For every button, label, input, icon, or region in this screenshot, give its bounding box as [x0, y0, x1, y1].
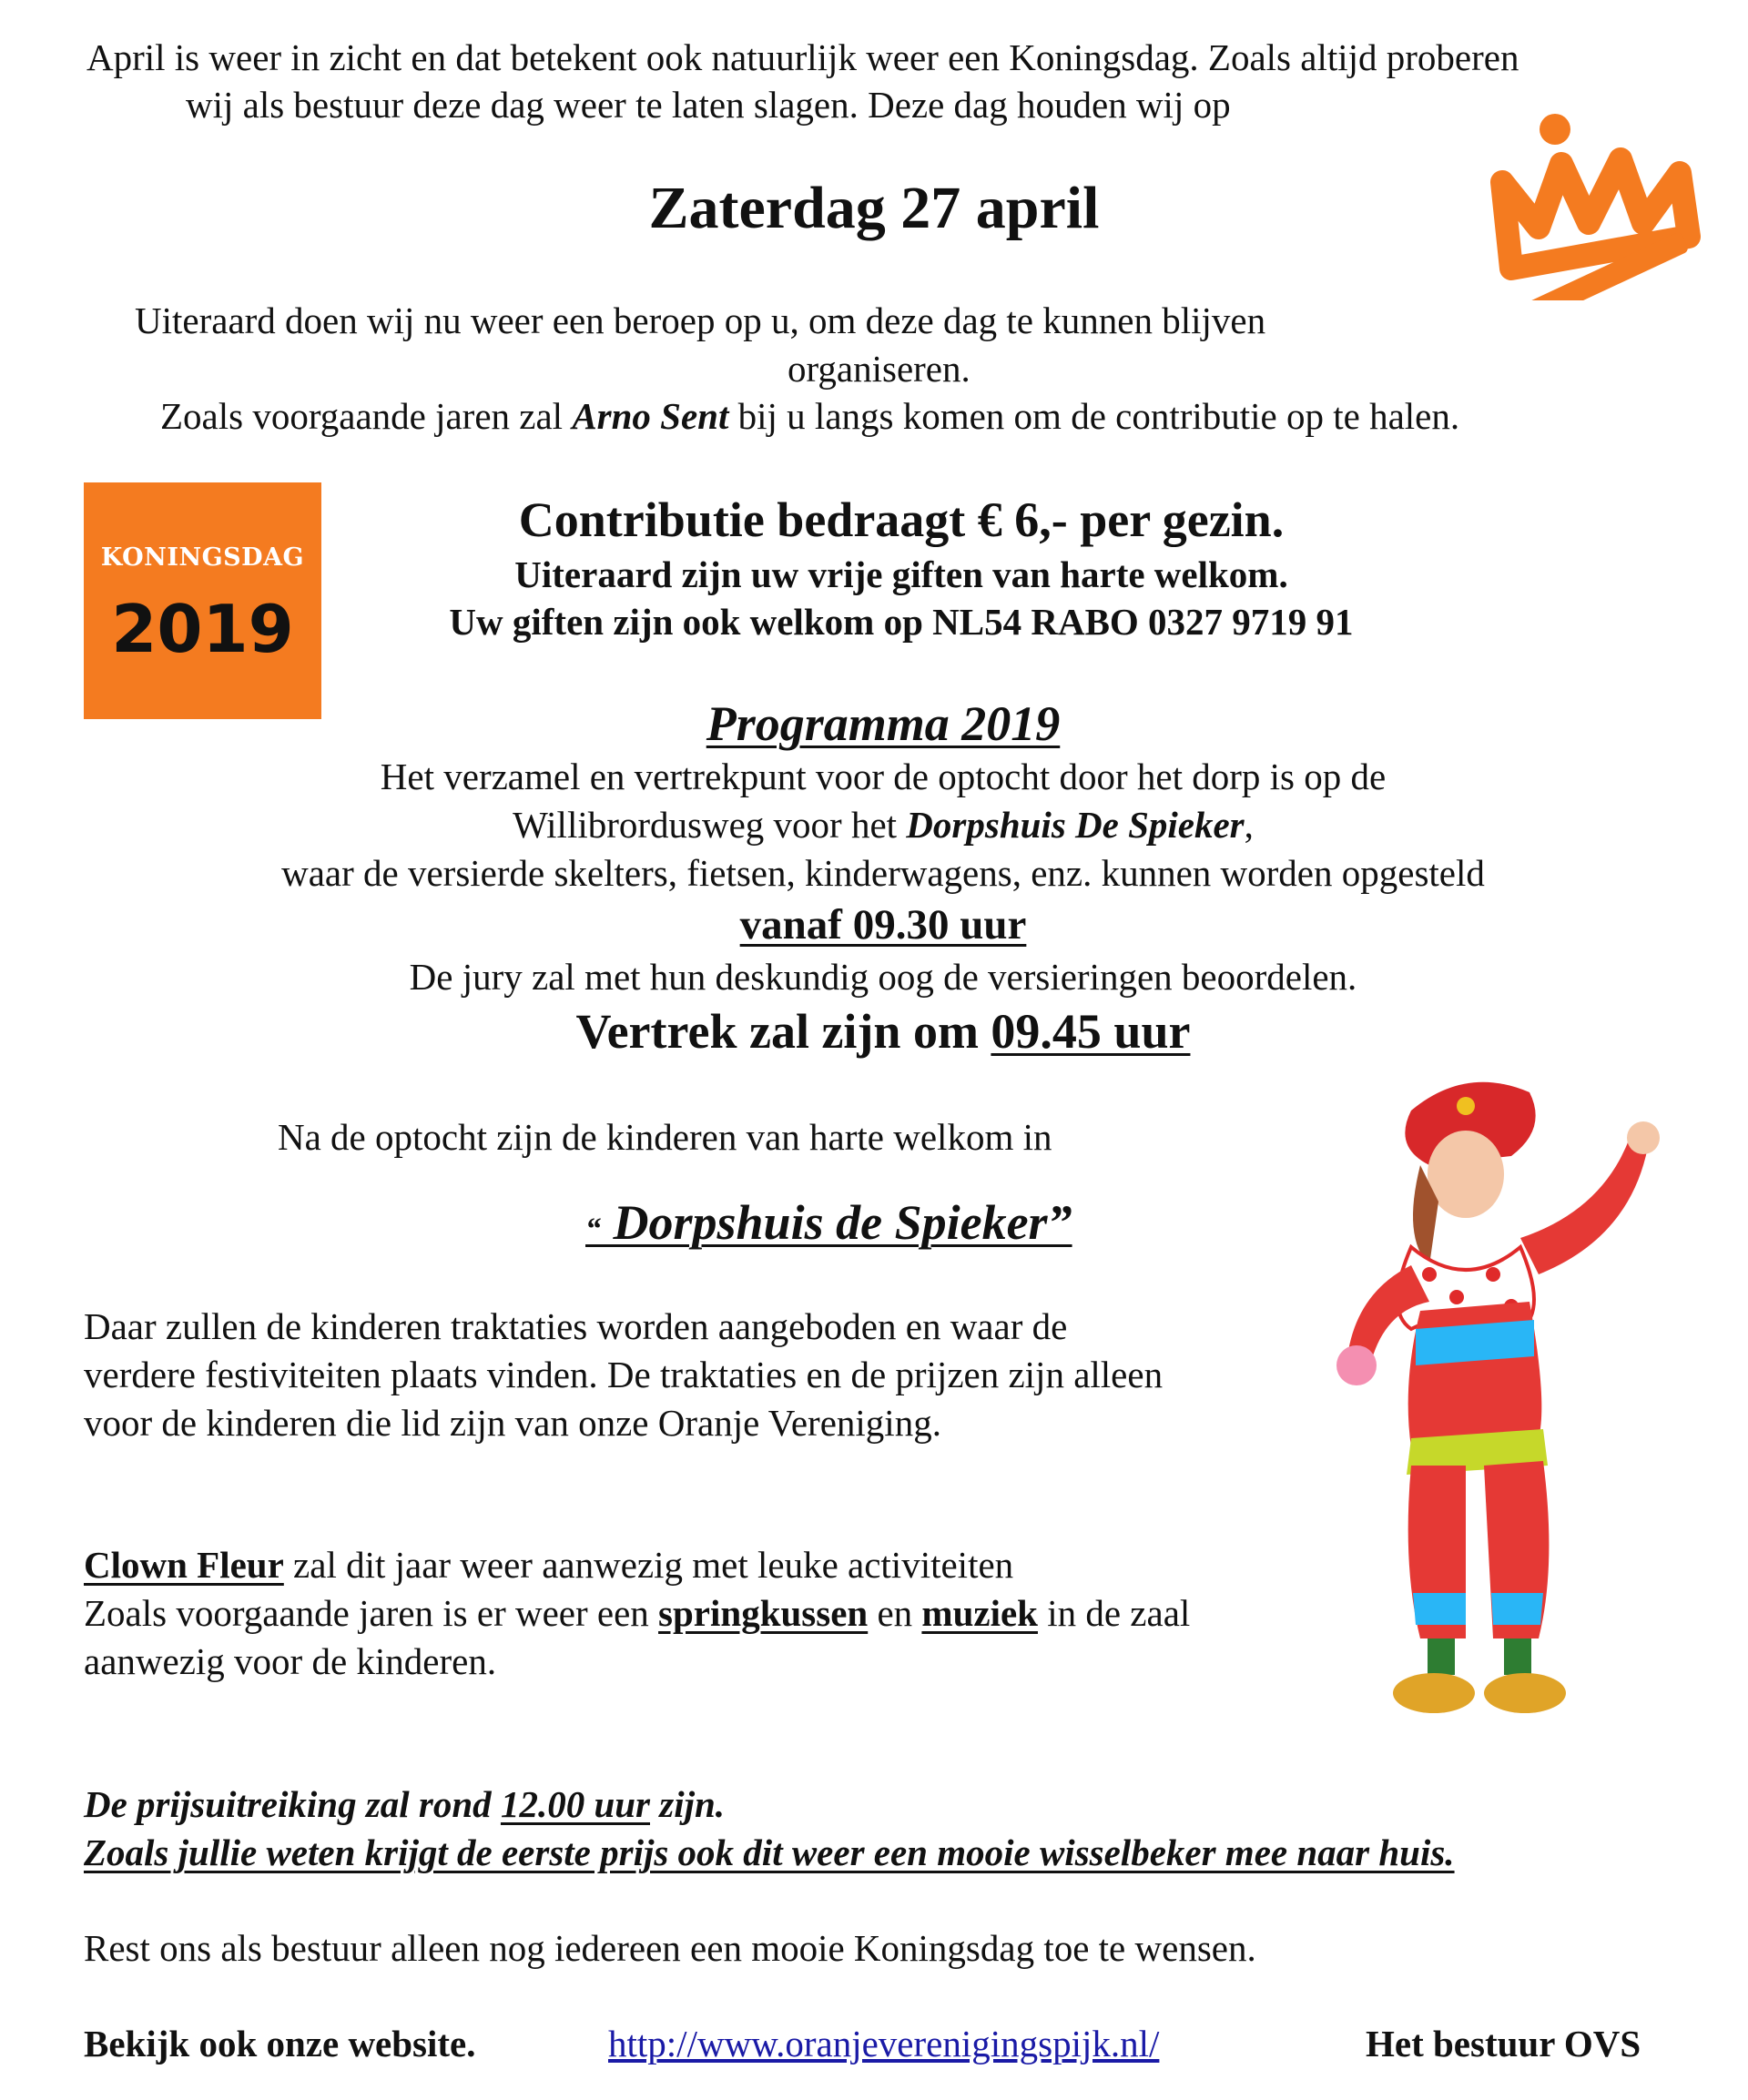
prize-line-2: Zoals jullie weten krijgt de eerste prijs ook dit weer een mooie wisselbeker mee naar huis. [84, 1831, 1455, 1873]
venue-wrap [585, 1192, 1072, 1254]
departure-line [0, 1001, 1748, 1063]
treats-line-3: voor de kinderen die lid zijn van onze Oranje Vereniging. [84, 1402, 941, 1444]
program-line-2-post: , [1244, 804, 1254, 846]
closing-line: Rest ons als bestuur alleen nog iedereen een mooie Koningsdag toe te wensen. [84, 1927, 1256, 1969]
intro-line-2: wij als bestuur deze dag weer te laten slagen. Deze dag houden wij op [186, 84, 1231, 126]
after-line: Na de optocht zijn de kinderen van harte welkom in [278, 1116, 1052, 1158]
clown-line-1 [84, 1542, 1013, 1588]
appeal-line-3 [160, 393, 1459, 440]
prize-line-1 [84, 1781, 725, 1828]
logo-year: 2019 [111, 591, 294, 667]
clown-line-1-post: zal dit jaar weer aanwezig met leuke activiteiten [283, 1544, 1014, 1586]
venue-open-quote: “ [585, 1212, 601, 1246]
prize-line-1-post: zijn. [650, 1783, 726, 1825]
clown-illustration [1329, 1056, 1693, 1730]
website-label: Bekijk ook onze website. [84, 2023, 476, 2064]
clown-and: en [868, 1592, 922, 1634]
koningsdag-2019-logo [84, 482, 321, 719]
program-line-2-pre: Willibrordusweg voor het [513, 804, 907, 846]
venue-name [585, 1195, 1072, 1250]
music: muziek [921, 1592, 1038, 1634]
appeal-line-3-pre: Zoals voorgaande jaren zal [160, 395, 573, 437]
from-time-wrap [0, 898, 1748, 952]
contribution-gifts: Uiteraard zijn uw vrije giften van harte welkom. [514, 553, 1288, 595]
contribution-heading: Contributie bedraagt € 6,- per gezin. [518, 492, 1285, 547]
jury-line: De jury zal met hun deskundig oog de versieringen beoordelen. [409, 956, 1357, 998]
venue-text: Dorpshuis de Spieker” [601, 1195, 1072, 1250]
clown-name: Clown Fleur [84, 1544, 284, 1586]
clown-line-2-pre: Zoals voorgaande jaren is er weer een [84, 1592, 659, 1634]
treats-line-1: Daar zullen de kinderen traktaties worden aangeboden en waar de [84, 1305, 1068, 1347]
treats-line-2: verdere festiviteiten plaats vinden. De traktaties en de prijzen zijn alleen [84, 1354, 1164, 1395]
program-heading-wrap [0, 694, 1748, 756]
departure-time: 09.45 uur [991, 1004, 1191, 1059]
appeal-line-1: Uiteraard doen wij nu weer een beroep op u, om deze dag te kunnen blijven [135, 299, 1266, 341]
program-line-1: Het verzamel en vertrekpunt voor de optocht door het dorp is op de [380, 756, 1387, 797]
appeal-line-2: organiseren. [788, 348, 971, 390]
date-heading: Zaterdag 27 april [648, 175, 1100, 241]
program-line-2 [0, 802, 1748, 848]
clown-line-2 [84, 1590, 1190, 1637]
website-link[interactable]: http://www.oranjeverenigingspijk.nl/ [608, 2023, 1160, 2064]
prize-line-1-pre: De prijsuitreiking zal rond [84, 1783, 501, 1825]
signature: Het bestuur OVS [1366, 2023, 1641, 2064]
from-time: vanaf 09.30 uur [739, 901, 1027, 949]
contribution-account: Uw giften zijn ook welkom op NL54 RABO 0327 9719 91 [449, 601, 1354, 643]
clown-line-3: aanwezig voor de kinderen. [84, 1640, 497, 1682]
collector-name: Arno Sent [572, 395, 729, 437]
clown-line-2-post: in de zaal [1037, 1592, 1191, 1634]
logo-label: KONINGSDAG [100, 543, 305, 572]
program-heading: Programma 2019 [706, 696, 1061, 751]
appeal-line-3-post: bij u langs komen om de contributie op te halen. [728, 395, 1460, 437]
intro-line-1: April is weer in zicht en dat betekent ook natuurlijk weer een Koningsdag. Zoals altijd proberen [86, 36, 1519, 78]
departure-pre: Vertrek zal zijn om [575, 1004, 991, 1059]
prize-time: 12.00 uur [500, 1783, 650, 1825]
program-line-3: waar de versierde skelters, fietsen, kinderwagens, enz. kunnen worden opgesteld [281, 852, 1485, 894]
bouncy-castle: springkussen [658, 1592, 869, 1634]
program-place: Dorpshuis De Spieker [906, 804, 1245, 846]
